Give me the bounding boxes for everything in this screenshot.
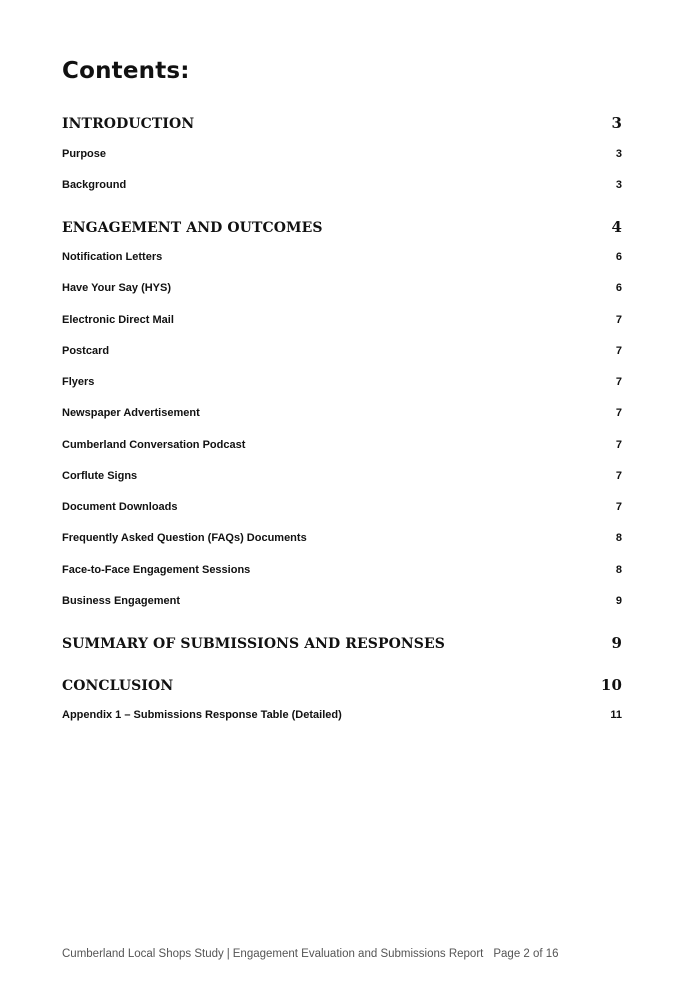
page-footer (62, 948, 559, 960)
toc-entry-label: Cumberland Conversation Podcast (62, 439, 246, 451)
toc-entry-page: 7 (615, 407, 622, 419)
toc-entry-page: 9 (615, 595, 622, 607)
toc-entry-label: Corflute Signs (62, 470, 138, 482)
toc-entry-page: 6 (615, 282, 622, 294)
toc-entry-label: Frequently Asked Question (FAQs) Documents (62, 532, 307, 544)
toc-entry-label: SUMMARY OF SUBMISSIONS AND RESPONSES (62, 636, 445, 652)
toc-entry-label: Flyers (62, 376, 95, 388)
toc-entry-page: 7 (615, 439, 622, 451)
toc-entry-electronic-direct-mail[interactable] (62, 314, 622, 326)
toc-entry-label: Have Your Say (HYS) (62, 282, 172, 294)
toc-entry-label: ENGAGEMENT AND OUTCOMES (62, 220, 323, 236)
toc-entry-label: Postcard (62, 345, 110, 357)
toc-entry-label: Business Engagement (62, 595, 180, 607)
footer-page-number: Page 2 of 16 (493, 948, 559, 960)
toc-entry-cumberland-conversation-podcast[interactable] (62, 439, 622, 451)
footer-document-title: Cumberland Local Shops Study (62, 948, 224, 960)
toc-entry-background[interactable] (62, 179, 622, 191)
toc-entry-flyers[interactable] (62, 376, 622, 388)
footer-separator: | (226, 948, 230, 960)
toc-entry-introduction[interactable] (62, 114, 622, 132)
toc-entry-page: 4 (611, 218, 622, 236)
page-title: Contents: (62, 58, 190, 84)
toc-entry-faqs-documents[interactable] (62, 532, 622, 544)
toc-entry-page: 6 (615, 251, 622, 263)
toc-entry-label: Face-to-Face Engagement Sessions (62, 564, 251, 576)
toc-entry-label: Newspaper Advertisement (62, 407, 200, 419)
toc-entry-page: 3 (615, 179, 622, 191)
toc-entry-page: 7 (615, 345, 622, 357)
toc-entry-page: 7 (615, 470, 622, 482)
toc-entry-page: 7 (615, 501, 622, 513)
toc-entry-page: 3 (615, 148, 622, 160)
toc-entry-label: Notification Letters (62, 251, 163, 263)
toc-entry-corflute-signs[interactable] (62, 470, 622, 482)
toc-entry-summary-of-submissions-and-responses[interactable] (62, 634, 622, 652)
toc-entry-page: 9 (611, 634, 622, 652)
toc-entry-label: Background (62, 179, 127, 191)
toc-entry-have-your-say[interactable] (62, 282, 622, 294)
toc-entry-page: 8 (615, 532, 622, 544)
toc-entry-label: Purpose (62, 148, 107, 160)
toc-entry-label: Appendix 1 – Submissions Response Table (Detailed) (62, 709, 342, 721)
toc-entry-page: 3 (611, 114, 622, 132)
toc-entry-label: Document Downloads (62, 501, 178, 513)
toc-entry-page: 7 (615, 376, 622, 388)
toc-entry-page: 10 (600, 676, 622, 694)
toc-entry-conclusion[interactable] (62, 676, 622, 694)
toc-entry-face-to-face-engagement-sessions[interactable] (62, 564, 622, 576)
toc-entry-notification-letters[interactable] (62, 251, 622, 263)
toc-entry-business-engagement[interactable] (62, 595, 622, 607)
toc-entry-appendix-1[interactable] (62, 709, 622, 721)
toc-entry-purpose[interactable] (62, 148, 622, 160)
toc-entry-engagement-and-outcomes[interactable] (62, 218, 622, 236)
toc-entry-page: 8 (615, 564, 622, 576)
toc-entry-document-downloads[interactable] (62, 501, 622, 513)
toc-entry-page: 7 (615, 314, 622, 326)
toc-entry-label: INTRODUCTION (62, 116, 195, 132)
toc-entry-page: 11 (610, 709, 622, 721)
toc-entry-label: Electronic Direct Mail (62, 314, 174, 326)
footer-report-title: Engagement Evaluation and Submissions Report (232, 948, 484, 960)
toc-entry-label: CONCLUSION (62, 678, 174, 694)
toc-entry-newspaper-advertisement[interactable] (62, 407, 622, 419)
toc-entry-postcard[interactable] (62, 345, 622, 357)
